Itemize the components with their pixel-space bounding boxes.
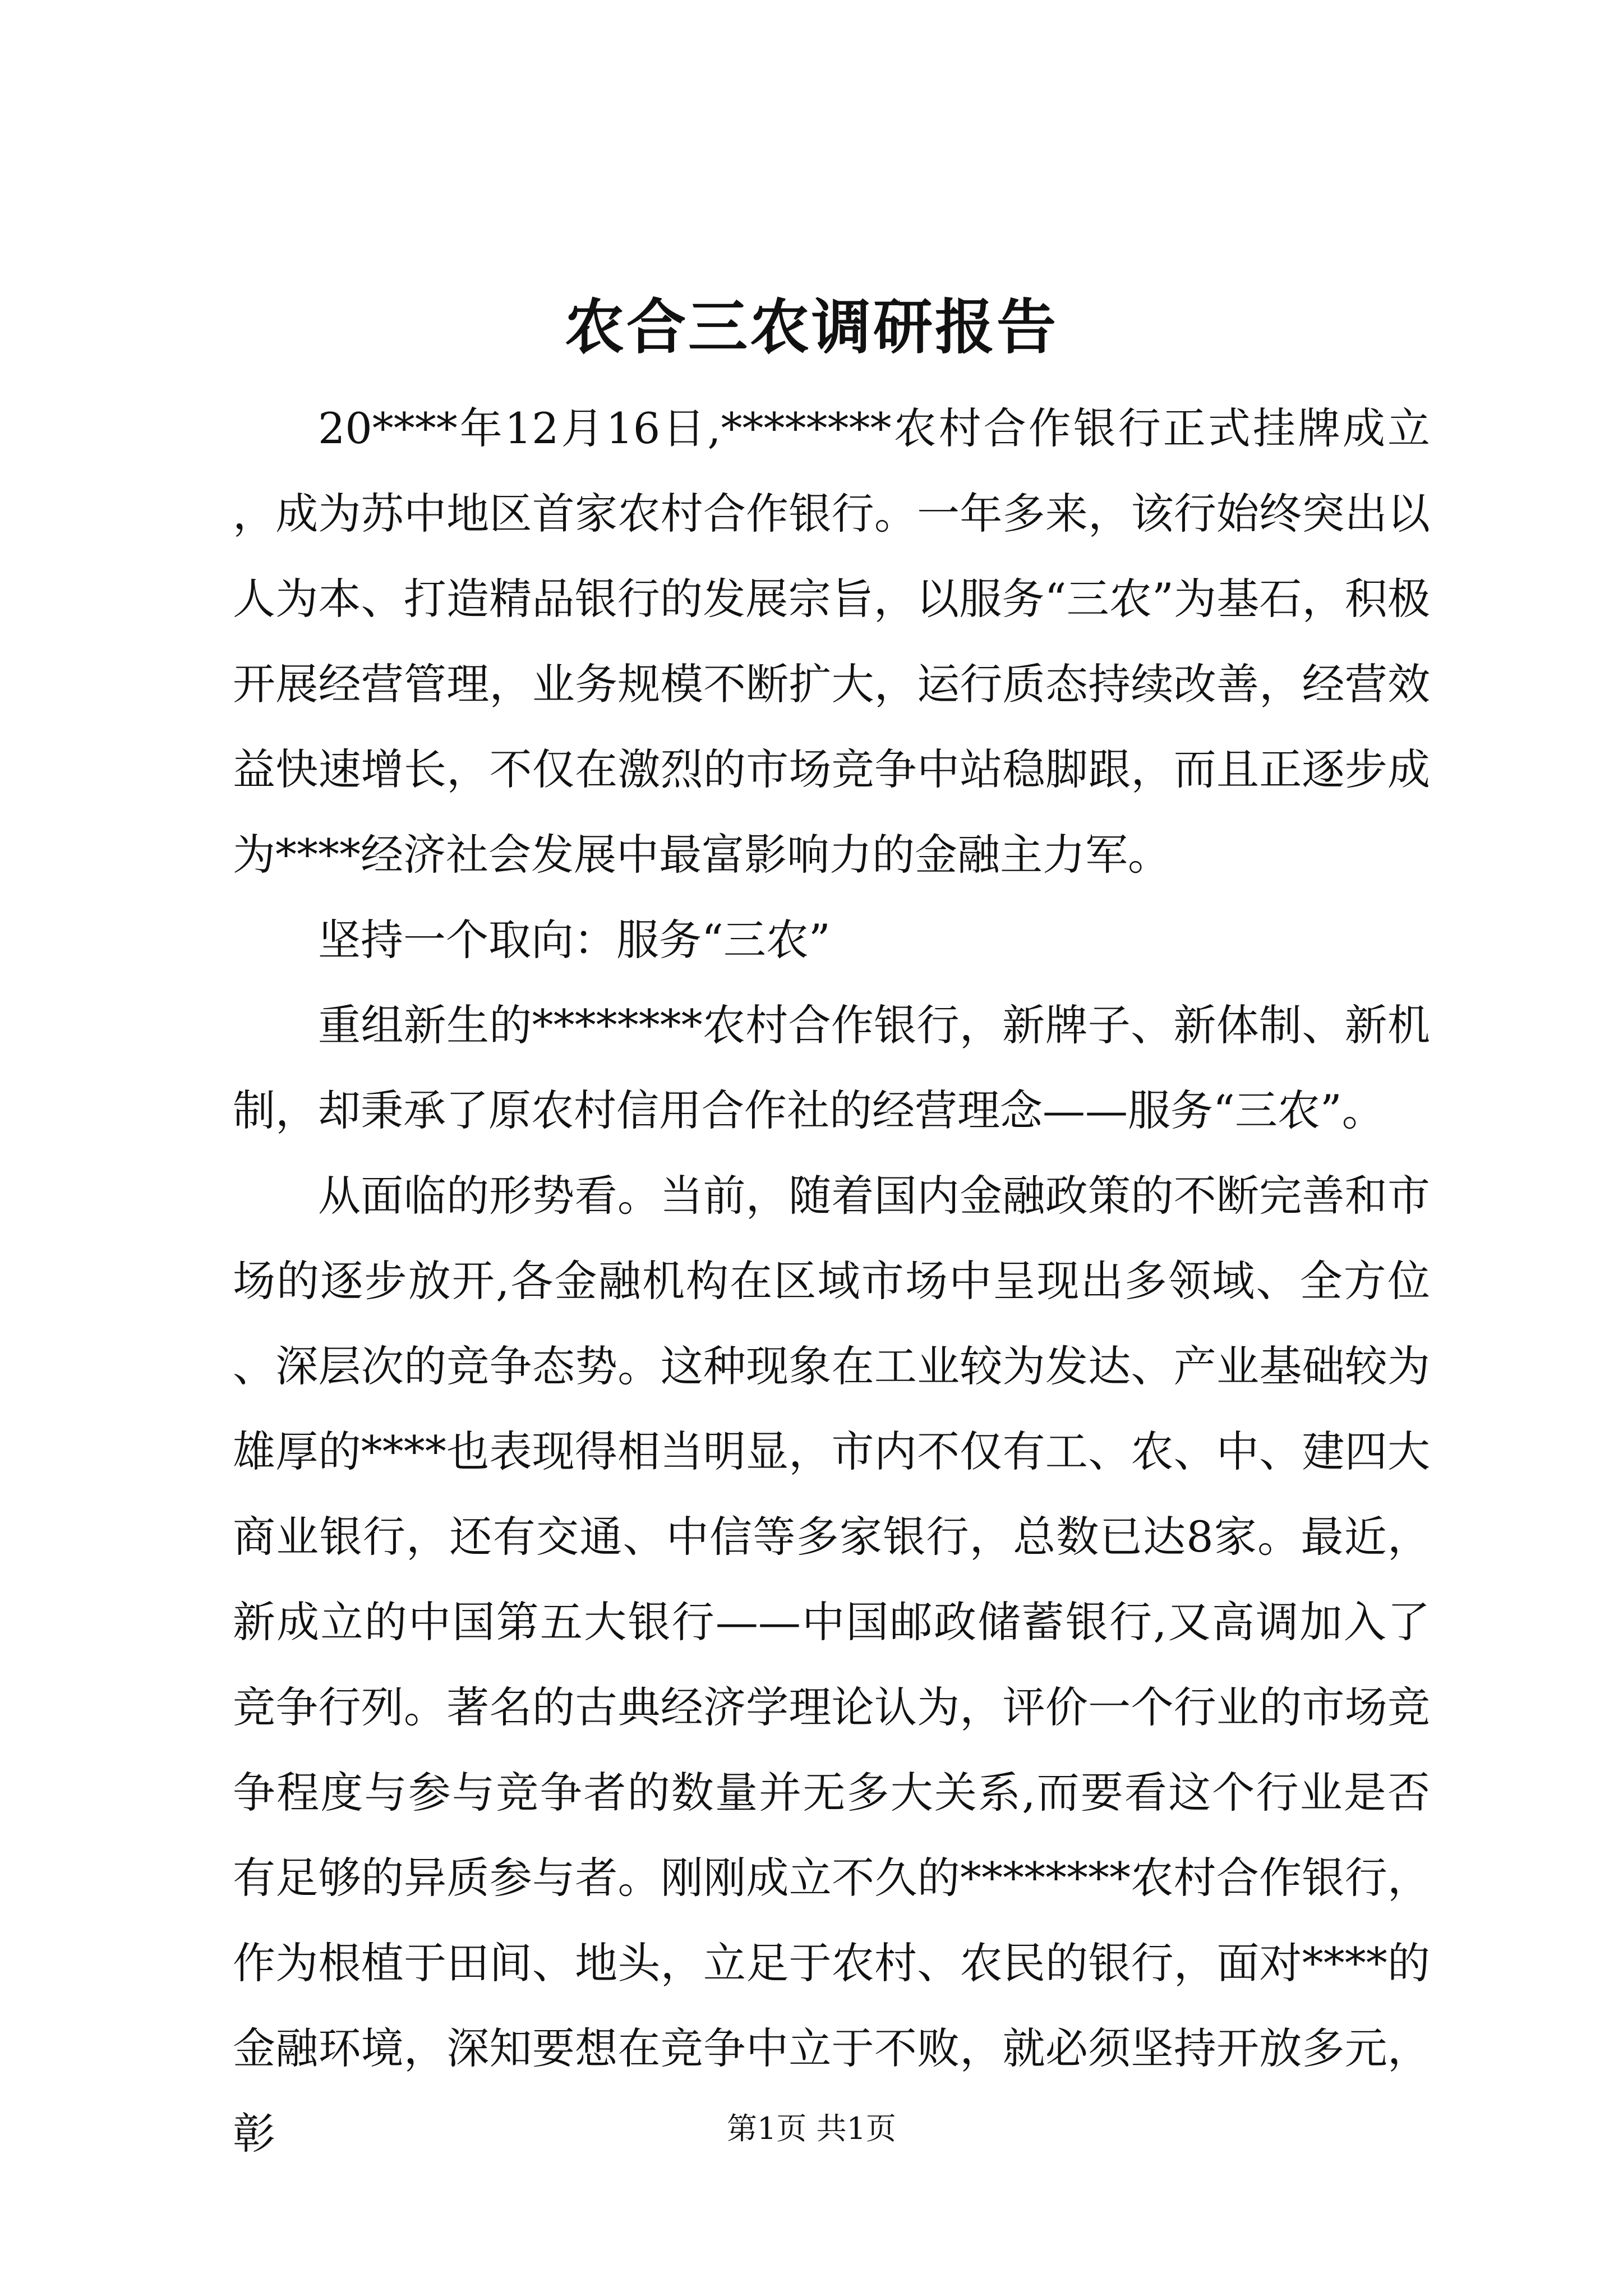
page-footer [0, 2106, 1623, 2151]
page-total: 共1页 [816, 2111, 896, 2146]
document-title: 农合三农调研报告 [565, 292, 1058, 362]
document-body [233, 386, 1430, 2177]
section-heading: 坚持一个取向：服务“三农” [318, 915, 831, 965]
paragraph-intro: 20****年12月16日,********农村合作银行正式挂牌成立，成为苏中地区首家农村合作银行。一年多来，该行始终突出以人为本、打造精品银行的发展宗旨，以服务“三农”为基石，积极开展经营管理，业务规模不断扩大，运行质态持续改善，经营效益快速增长，不仅在激烈的市场竞争中站稳脚跟，而且正逐步成为****经济社会发展中最富影响力的金融主力军。 [233, 403, 1430, 880]
paragraph-reorganization: 重组新生的********农村合作银行，新牌子、新体制、新机制，却秉承了原农村信用合作社的经营理念——服务“三农”。 [233, 1000, 1430, 1135]
paragraph-situation: 从面临的形势看。当前，随着国内金融政策的不断完善和市场的逐步放开,各金融机构在区域市场中呈现出多领域、全方位、深层次的竞争态势。这种现象在工业较为发达、产业基础较为雄厚的****也表现得相当明显，市内不仅有工、农、中、建四大商业银行，还有交通、中信等多家银行，总数已达8家。最近，新成立的中国第五大银行——中国邮政储蓄银行,又高调加入了竞争行列。著名的古典经济学理论认为，评价一个行业的市场竞争程度与参与竞争者的数量并无多大关系,而要看这个行业是否有足够的异质参与者。刚刚成立不久的********农村合作银行，作为根植于田间、地头，立足于农村、农民的银行，面对****的金融环境，深知要想在竞争中立于不败，就必须坚持开放多元，彰 [233, 1171, 1430, 2159]
page-number: 第1页 [727, 2111, 807, 2146]
